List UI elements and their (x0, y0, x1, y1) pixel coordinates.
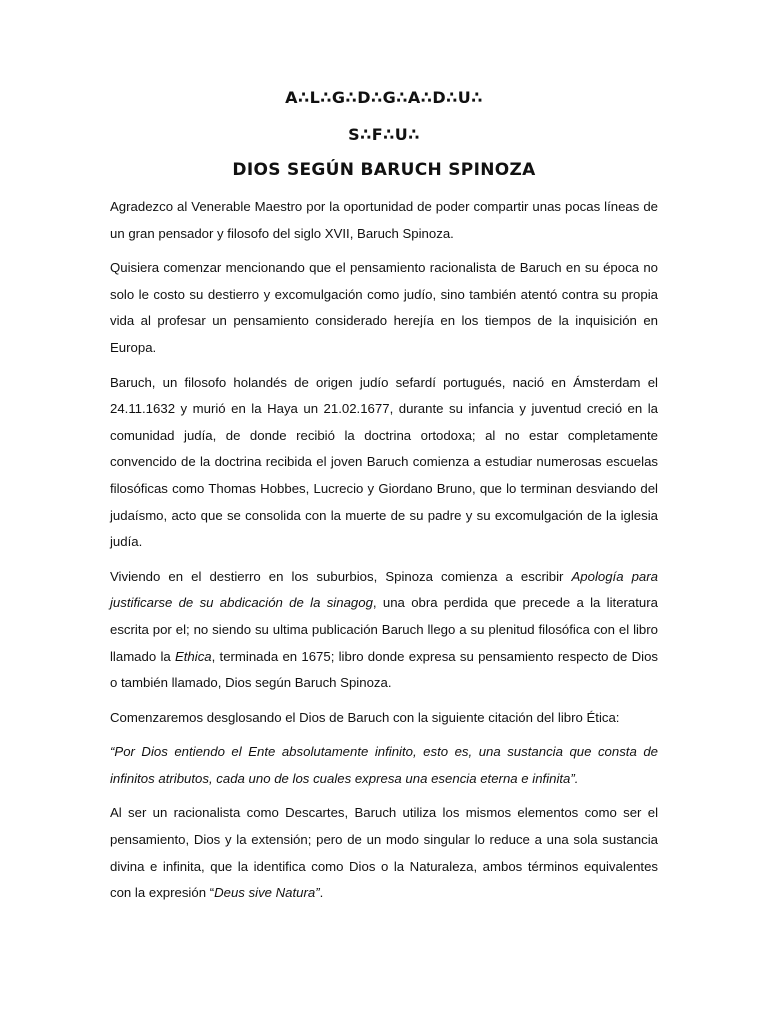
paragraph-biography: Baruch, un filosofo holandés de origen judío sefardí portugués, nació en Ámsterdam el 24.11.1632 y murió en la Haya un 21.02.1677, durante su infancia y juventud creció en la comunidad judía, de donde recibió la doctrina ortodoxa; al no estar completamente convencido de la doctrina recibida el joven Baruch comienza a estudiar numerosas escuelas filosóficas como Thomas Hobbes, Lucrecio y Giordano Bruno, que lo terminan desviando del judaísmo, acto que se consolida con la muerte de su padre y su excomulgación de la iglesia judía. (110, 374, 658, 550)
document-title: DIOS SEGÚN BARUCH SPINOZA (232, 160, 536, 180)
paragraph-substance-text-1: Al ser un racionalista como Descartes, Baruch utiliza los mismos elementos como ser el pensamiento, Dios y la extensión; pero de un modo singular lo reduce a una sola sustancia divina e infinita, que la identifica como Dios o la Naturaleza, ambos términos equivalentes con la expresión “ (110, 805, 658, 901)
paragraph-substance (110, 800, 658, 906)
ethica-quote: “Por Dios entiendo el Ente absolutamente infinito, esto es, una sustancia que consta de infinitos atributos, cada uno de los cuales expresa una esencia eterna e infinita”. (110, 744, 658, 786)
masonic-abbreviation-heading: A∴L∴G∴D∴G∴A∴D∴U∴ (285, 88, 483, 107)
document-body (110, 194, 658, 907)
paragraph-quote (110, 739, 658, 792)
paragraph-works-text-3: , terminada en 1675; libro donde expresa su pensamiento respecto de Dios o también llamado, Dios según Baruch Spinoza. (110, 648, 658, 691)
lodge-abbreviation-heading: S∴F∴U∴ (348, 125, 420, 144)
apologia-title: Apología para justificarse de su abdicación de la sinagog (110, 568, 658, 611)
paragraph-rationalism: Quisiera comenzar mencionando que el pensamiento racionalista de Baruch en su época no solo le costo su destierro y excomulgación como judío, sino también atentó contra su propia vida al profesar un pensamiento considerado herejía en los tiempos de la inquisición en Europa. (110, 260, 658, 355)
paragraph-works-text-1: Viviendo en el destierro en los suburbios, Spinoza comienza a escribir (110, 568, 572, 584)
deus-sive-natura: Deus sive Natura” (214, 885, 320, 901)
paragraph-intro: Agradezco al Venerable Maestro por la oportunidad de poder compartir unas pocas líneas de un gran pensador y filosofo del siglo XVII, Baruch Spinoza. (110, 199, 658, 241)
paragraph-citation-intro: Comenzaremos desglosando el Dios de Baruch con la siguiente citación del libro Ética: (110, 709, 620, 725)
paragraph-works-text-2: , una obra perdida que precede a la literatura escrita por el; no siendo su ultima publicación Baruch llego a su plenitud filosófica con el libro llamado la (110, 595, 658, 664)
paragraph-substance-text-2: . (319, 885, 324, 901)
paragraph-works (110, 564, 658, 697)
ethica-title: Ethica (174, 648, 212, 664)
